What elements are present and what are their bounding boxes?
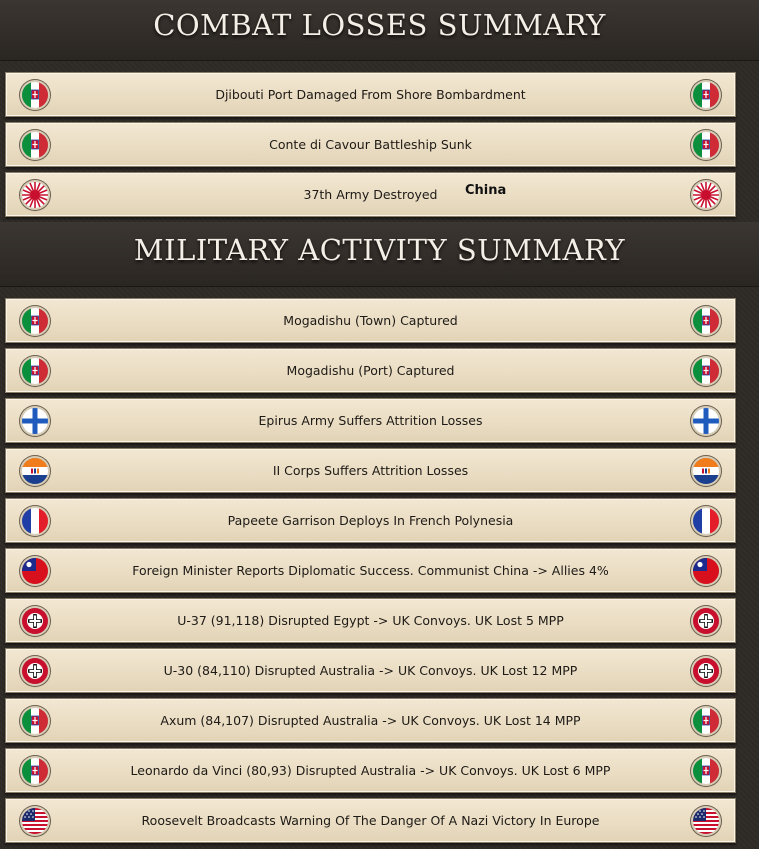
italy-flag-icon [693,132,719,158]
italy-flag-icon [693,82,719,108]
china-flag-icon [693,558,719,584]
summary-row-text: Leonardo da Vinci (80,93) Disrupted Australia -> UK Convoys. UK Lost 6 MPP [130,763,611,778]
usa-flag-icon [22,808,48,834]
italy-flag-icon [693,708,719,734]
summary-row[interactable] [5,748,736,793]
china-overlay-label: China [465,183,507,198]
greece-flag-icon [693,408,719,434]
summary-row[interactable] [5,648,736,693]
italy-flag-icon [22,758,48,784]
usa-flag-icon [693,808,719,834]
summary-row-text: Foreign Minister Reports Diplomatic Success. Communist China -> Allies 4% [132,563,609,578]
italy-flag-icon [22,82,48,108]
france-flag-icon [22,508,48,534]
italy-flag-icon [22,308,48,334]
summary-row-text: Axum (84,107) Disrupted Australia -> UK Convoys. UK Lost 14 MPP [160,713,581,728]
summary-row-text: Papeete Garrison Deploys In French Polynesia [227,513,514,528]
france-flag-icon [693,508,719,534]
summary-row-text: U-30 (84,110) Disrupted Australia -> UK Convoys. UK Lost 12 MPP [163,663,578,678]
summary-row-text: Roosevelt Broadcasts Warning Of The Danger Of A Nazi Victory In Europe [141,813,600,828]
south-africa-flag-icon [693,458,719,484]
military-activity-title: MILITARY ACTIVITY SUMMARY [133,233,626,267]
summary-row[interactable] [5,598,736,643]
summary-row[interactable] [5,448,736,493]
summary-row[interactable] [5,698,736,743]
summary-row-text: 37th Army Destroyed [303,187,438,202]
summary-row[interactable] [5,122,736,167]
italy-flag-icon [693,358,719,384]
italy-flag-icon [22,132,48,158]
china-flag-icon [22,558,48,584]
summary-row-text: U-37 (91,118) Disrupted Egypt -> UK Convoys. UK Lost 5 MPP [177,613,564,628]
italy-flag-icon [22,358,48,384]
summary-row[interactable] [5,348,736,393]
summary-row[interactable] [5,548,736,593]
summary-row-text: Conte di Cavour Battleship Sunk [269,137,472,152]
japan-flag-icon [22,182,48,208]
italy-flag-icon [693,758,719,784]
germany-flag-icon [22,658,48,684]
summary-row[interactable] [5,298,736,343]
south-africa-flag-icon [22,458,48,484]
summary-row[interactable] [5,72,736,117]
summary-row-text: Mogadishu (Port) Captured [286,363,455,378]
summary-row-text: Mogadishu (Town) Captured [283,313,458,328]
italy-flag-icon [22,708,48,734]
summary-row[interactable] [5,798,736,843]
summary-row-text: Epirus Army Suffers Attrition Losses [258,413,483,428]
summary-row-text: II Corps Suffers Attrition Losses [272,463,469,478]
summary-row[interactable] [5,172,736,217]
summary-row[interactable] [5,398,736,443]
summary-row[interactable] [5,498,736,543]
combat-losses-title: COMBAT LOSSES SUMMARY [153,8,606,42]
germany-flag-icon [693,608,719,634]
japan-flag-icon [693,182,719,208]
italy-flag-icon [693,308,719,334]
greece-flag-icon [22,408,48,434]
summary-row-text: Djibouti Port Damaged From Shore Bombardment [215,87,526,102]
germany-flag-icon [693,658,719,684]
germany-flag-icon [22,608,48,634]
